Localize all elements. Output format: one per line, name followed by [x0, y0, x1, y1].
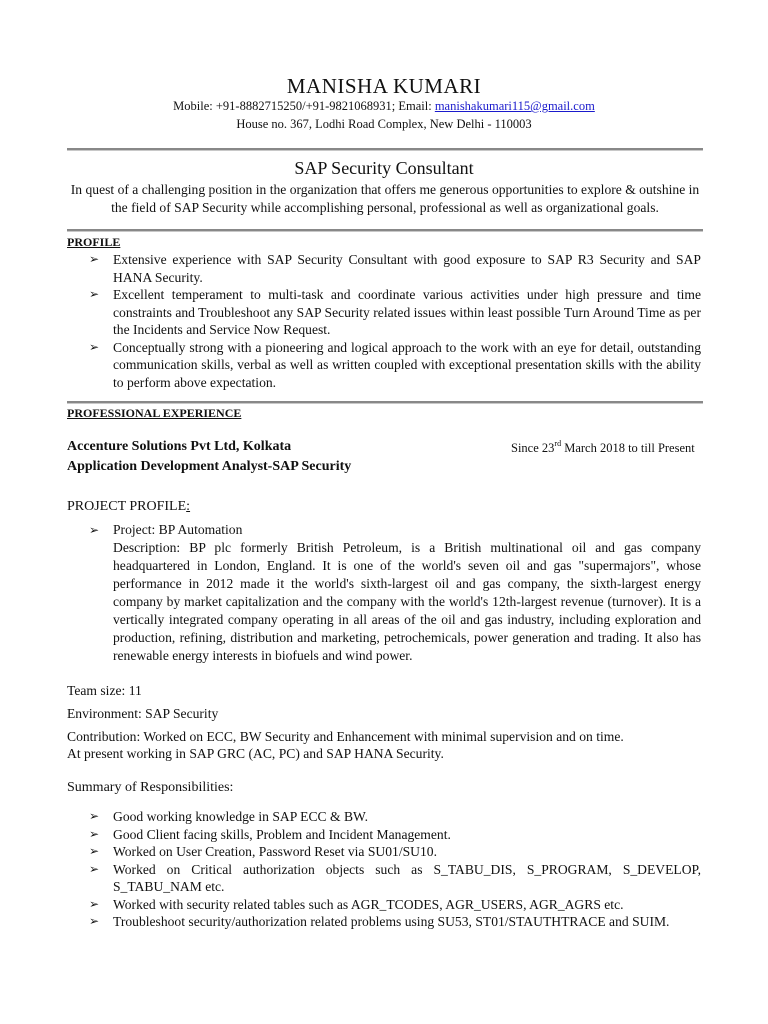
- arrow-bullet-icon: ➢: [89, 826, 100, 841]
- contribution-line-2: At present working in SAP GRC (AC, PC) and SAP HANA Security.: [67, 746, 444, 761]
- experience-heading: PROFESSIONAL EXPERIENCE: [67, 406, 242, 420]
- divider: [67, 148, 703, 151]
- employment-dates: Since 23rd March 2018 to till Present: [511, 439, 695, 455]
- arrow-bullet-icon: ➢: [89, 844, 100, 858]
- arrow-bullet-icon: ➢: [89, 252, 100, 266]
- list-item: ➢ Worked on User Creation, Password Reset via SU01/SU10.: [89, 844, 437, 859]
- address-line: House no. 367, Lodhi Road Complex, New Delhi - 110003: [236, 117, 532, 131]
- divider: [67, 401, 703, 404]
- job-title: SAP Security Consultant: [294, 158, 474, 178]
- email-link[interactable]: manishakumari115@gmail.com: [434, 99, 595, 113]
- list-item: ➢ Troubleshoot security/authorization related problems using SU53, ST01/STAUTHTRACE and SUIM.: [89, 914, 670, 929]
- list-item: ➢ Worked on Critical authorization objects such as S_TABU_DIS, S_PROGRAM, S_DEVELOP, S_TABU_NAM etc.: [89, 861, 701, 894]
- mobile-text: Mobile: +91-8882715250/+91-9821068931; Email:: [173, 99, 435, 113]
- list-item: ➢ Good working knowledge in SAP ECC & BW.: [89, 809, 369, 824]
- arrow-bullet-icon: ➢: [89, 287, 100, 301]
- contact-line: [0, 99, 768, 114]
- arrow-bullet-icon: ➢: [89, 861, 100, 876]
- arrow-bullet-icon: ➢: [89, 896, 100, 911]
- contribution-line-1: Contribution: Worked on ECC, BW Security and Enhancement with minimal supervision and on time.: [67, 729, 624, 744]
- company-name: Accenture Solutions Pvt Ltd, Kolkata: [67, 439, 292, 454]
- list-item: ➢ Extensive experience with SAP Security Consultant with good exposure to SAP R3 Security and SAP HANA Security.: [89, 252, 701, 285]
- project-item: [89, 521, 701, 665]
- team-size: Team size: 11: [67, 683, 142, 698]
- arrow-bullet-icon: ➢: [89, 523, 100, 537]
- project-profile-heading: PROJECT PROFILE:: [67, 499, 191, 514]
- objective-text: In quest of a challenging position in the organization that offers me generous opportunities to explore & outshine in the field of SAP Security while accomplishing personal, professional as well as organizational goals.: [70, 182, 700, 215]
- divider: [67, 229, 703, 232]
- responsibilities-list: [89, 808, 701, 931]
- profile-heading: PROFILE: [67, 235, 121, 249]
- environment: Environment: SAP Security: [67, 706, 219, 721]
- project-name: Project: BP Automation: [113, 522, 243, 537]
- arrow-bullet-icon: ➢: [89, 809, 100, 823]
- arrow-bullet-icon: ➢: [89, 914, 100, 928]
- candidate-name: MANISHA KUMARI: [286, 74, 482, 98]
- profile-list: [89, 251, 701, 391]
- list-item: ➢ Worked with security related tables such as AGR_TCODES, AGR_USERS, AGR_AGRS etc.: [89, 896, 624, 912]
- summary-heading: Summary of Responsibilities:: [67, 780, 234, 795]
- list-item: ➢ Conceptually strong with a pioneering and logical approach to the work with an eye for detail, outstanding communication skills, verbal as well as written coupled with exceptional presentation skills with the ability to perform above expectation.: [89, 339, 701, 390]
- list-item: ➢ Excellent temperament to multi-task and coordinate various activities under high pressure and time constraints and Troubleshoot any SAP Security related issues within least possible Turn Around Time as per the Incidents and Service Now Request.: [89, 287, 701, 337]
- role-title: Application Development Analyst-SAP Security: [67, 459, 352, 474]
- arrow-bullet-icon: ➢: [89, 339, 100, 354]
- list-item: ➢ Good Client facing skills, Problem and Incident Management.: [89, 826, 451, 842]
- project-description: Description: BP plc formerly British Petroleum, is a British multinational oil and gas company headquartered in London, England. It is one of the world's seven oil and gas "supermajors", whose performance in 2012 made it the world's sixth-largest oil and gas company, the sixth-largest energy company by market capitalization and the company with the world's 12th-largest revenue (turnover). It is a vertically integrated company operating in all areas of the oil and gas industry, including exploration and production, refining, distribution and marketing, petrochemicals, power generation and trading. It also has renewable energy interests in biofuels and wind power.: [113, 540, 701, 663]
